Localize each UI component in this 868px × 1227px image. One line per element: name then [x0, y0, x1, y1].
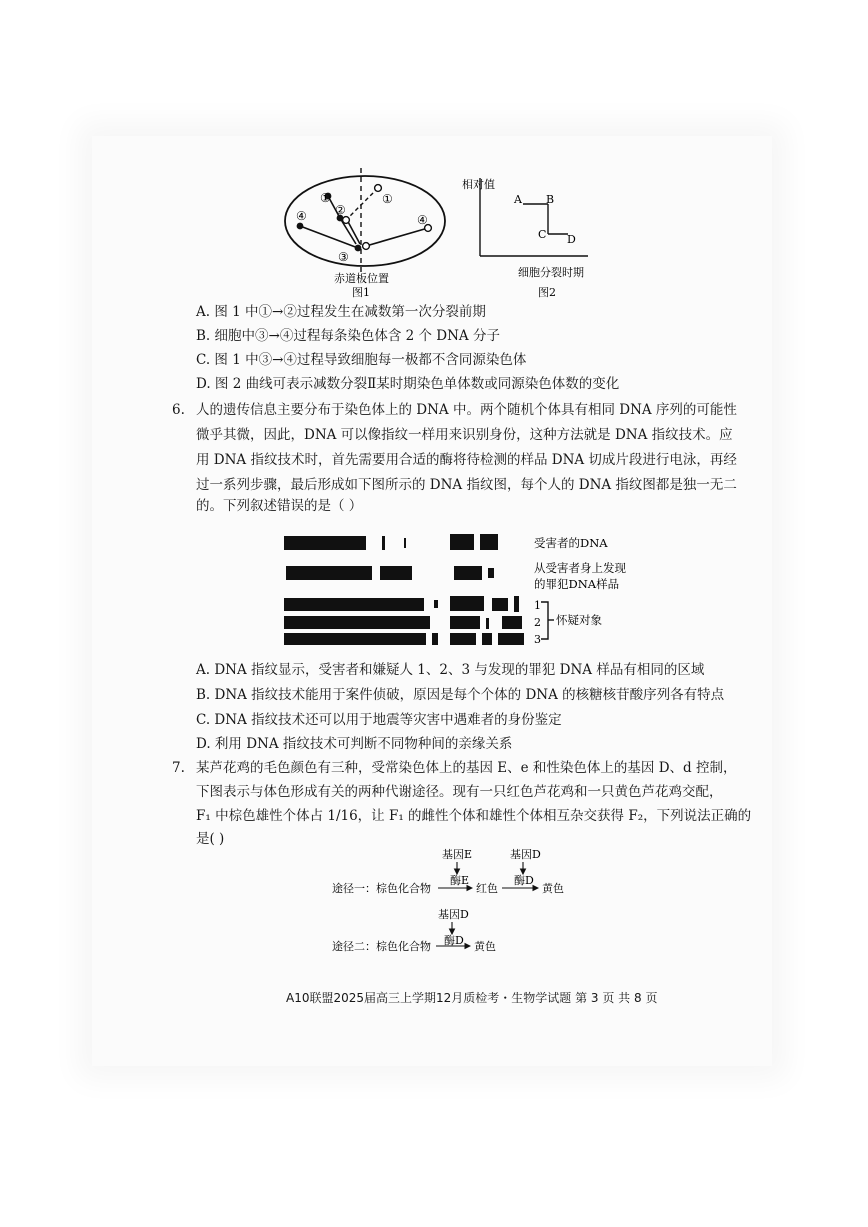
q6-option-b: B. DNA 指纹技术能用于案件侦破，原因是每个个体的 DNA 的核糖核苷酸序列各有特点: [196, 687, 725, 703]
victim-lane: [284, 534, 498, 550]
q7-stem-line-4: 是( ): [196, 831, 225, 847]
q7-stem-line-2: 下图表示与体色形成有关的两种代谢途径。现有一只红色芦花鸡和一只黄色芦花鸡交配，: [196, 784, 723, 800]
equator-label: 赤道板位置: [334, 272, 389, 285]
marker-3: ③: [338, 250, 349, 264]
q7-number: 7.: [172, 760, 185, 776]
gel-label-victim: 受害者的DNA: [534, 536, 608, 550]
q5-option-d: D. 图 2 曲线可表示减数分裂Ⅱ某时期染色单体数或同源染色体数的变化: [196, 376, 620, 392]
p1-label: 途径一：: [332, 882, 376, 895]
point-B: B: [546, 193, 555, 206]
figure-2-graph: [456, 172, 600, 302]
gel-label-suspect-1: 1: [534, 599, 541, 612]
marker-1-left: ①: [320, 191, 331, 205]
p2-label: 途径二：: [332, 940, 376, 953]
marker-4-right: ④: [417, 213, 428, 227]
q6-stem-line-5: 的。下列叙述错误的是（ ）: [196, 498, 363, 514]
q6-number: 6.: [172, 402, 185, 418]
q5-option-a: A. 图 1 中①→②过程发生在减数第一次分裂前期: [196, 304, 486, 320]
figure-1-cell-diagram: [280, 168, 452, 298]
q6-option-c: C. DNA 指纹技术还可以用于地震等灾害中遇难者的身份鉴定: [196, 712, 562, 728]
gel-label-suspect-2: 2: [534, 616, 541, 629]
p1-gene-e: 基因E: [442, 848, 473, 861]
q6-stem-line-4: 过一系列步骤，最后形成如下图所示的 DNA 指纹图，每个人的 DNA 指纹图都是独一无二: [196, 477, 737, 493]
page-footer: A10联盟2025届高三上学期12月质检考・生物学试题 第 3 页 共 8 页: [286, 991, 658, 1005]
p1-enzyme-e: 酶E: [450, 874, 470, 887]
sample-lane: [286, 566, 494, 580]
figure-2-caption: 图2: [538, 286, 556, 299]
gel-label-suspect-3: 3: [534, 633, 541, 646]
point-A: A: [514, 193, 522, 206]
x-axis-label: 细胞分裂时期: [518, 266, 584, 279]
gel-label-sample-2: 的罪犯DNA样品: [534, 577, 620, 591]
p1-mid: 红色: [476, 882, 498, 895]
marker-2: ②: [335, 203, 346, 217]
q6-stem-line-1: 人的遗传信息主要分布于染色体上的 DNA 中。两个随机个体具有相同 DNA 序列的可能性: [196, 402, 737, 418]
q6-option-a: A. DNA 指纹显示，受害者和嫌疑人 1、2、3 与发现的罪犯 DNA 样品有相同的区域: [196, 662, 705, 678]
marker-1-right: ①: [382, 192, 393, 206]
q7-stem-line-1: 某芦花鸡的毛色颜色有三种，受常染色体上的基因 E、e 和性染色体上的基因 D、d 控制，: [196, 760, 737, 776]
p2-end: 黄色: [474, 940, 496, 953]
figure-1-caption: 图1: [352, 286, 370, 298]
gel-label-suspects: 怀疑对象: [556, 613, 602, 627]
gel-label-sample-1: 从受害者身上发现: [534, 561, 626, 575]
y-axis-label: 相对值: [462, 178, 495, 191]
p1-gene-d: 基因D: [510, 848, 541, 861]
q6-stem-line-3: 用 DNA 指纹技术时，首先需要用合适的酶将待检测的样品 DNA 切成片段进行电泳，再经: [196, 452, 737, 468]
point-C: C: [538, 228, 547, 241]
point-D: D: [567, 233, 576, 246]
q7-stem-line-3: F₁ 中棕色雄性个体占 1/16，让 F₁ 的雌性个体和雄性个体相互杂交获得 F₂，下列说法正确的: [196, 808, 752, 824]
q5-option-b: B. 细胞中③→④过程每条染色体含 2 个 DNA 分子: [196, 328, 500, 344]
q5-option-c: C. 图 1 中③→④过程导致细胞每一极都不含同源染色体: [196, 352, 527, 368]
dna-fingerprint-figure: [282, 530, 652, 650]
p2-gene-d: 基因D: [438, 908, 469, 921]
p1-start: 棕色化合物: [376, 882, 431, 895]
p1-enzyme-d: 酶D: [514, 874, 534, 887]
suspect-lanes: [284, 596, 524, 645]
p1-end: 黄色: [542, 882, 564, 895]
q6-stem-line-2: 微乎其微，因此，DNA 可以像指纹一样用来识别身份，这种方法就是 DNA 指纹技术。应: [196, 427, 733, 443]
p2-start: 棕色化合物: [376, 940, 431, 953]
metabolic-pathways: [330, 846, 590, 956]
marker-4-left: ④: [296, 209, 307, 223]
p2-enzyme-d: 酶D: [444, 934, 464, 947]
q6-option-d: D. 利用 DNA 指纹技术可判断不同物种间的亲缘关系: [196, 736, 513, 752]
